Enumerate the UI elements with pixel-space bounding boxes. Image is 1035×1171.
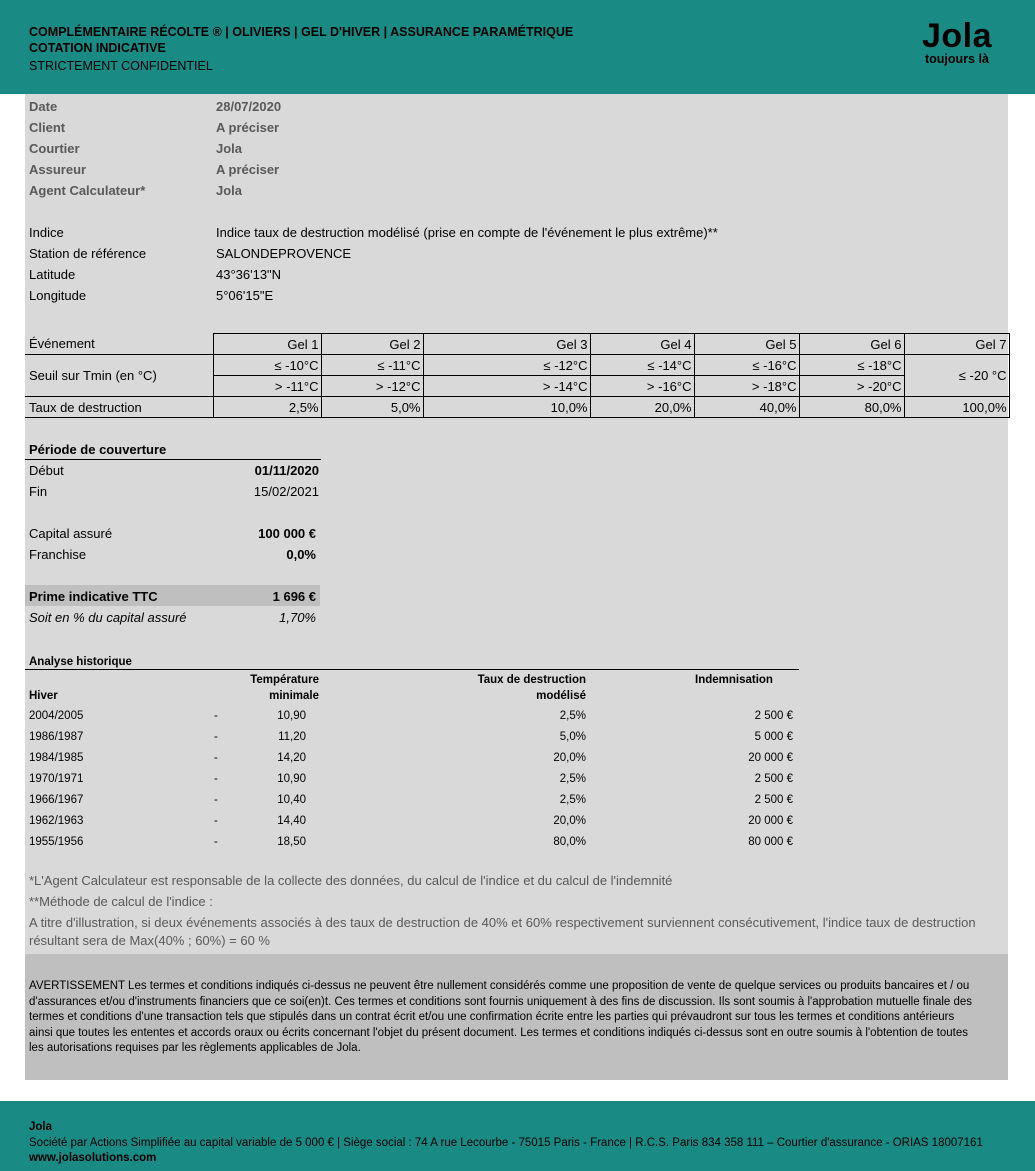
coverage-divider [25, 459, 321, 460]
coverage-end-value: 15/02/2021 [253, 484, 319, 499]
premium-value: 1 696 € [272, 589, 316, 604]
capital-label: Capital assuré [29, 526, 113, 541]
history-rate: 2,5% [559, 794, 586, 806]
threshold-upper-gel-2: ≤ -11°C [321, 355, 423, 376]
threshold-lower-gel-4: > -16°C [590, 376, 694, 397]
info-label-assureur: Assureur [29, 162, 87, 177]
history-divider [25, 669, 799, 670]
info-value-courtier: Jola [216, 141, 243, 156]
logo-tagline: toujours là [925, 52, 989, 66]
premium-label: Prime indicative TTC [29, 589, 158, 604]
coverage-title: Période de couverture [29, 442, 167, 457]
history-title: Analyse historique [29, 656, 132, 668]
coverage-start-value: 01/11/2020 [254, 463, 319, 478]
history-sign: - [214, 836, 218, 848]
history-indemn: 20 000 € [748, 815, 793, 827]
table-row [25, 334, 1009, 355]
info-value-assureur: A préciser [216, 162, 280, 177]
confidential-label: STRICTEMENT CONFIDENTIEL [29, 59, 213, 73]
history-indemn: 20 000 € [748, 752, 793, 764]
history-rate: 2,5% [559, 773, 586, 785]
history-temp: 10,90 [277, 773, 306, 785]
index-value: Indice taux de destruction modélisé (prise en compte de l'événement le plus extrême)** [216, 225, 718, 240]
longitude-value: 5°06'15"E [216, 288, 274, 303]
history-temp: 10,40 [277, 794, 306, 806]
table-row [25, 397, 1009, 418]
history-col-indemn: Indemnisation [695, 674, 773, 686]
threshold-lower-gel-6: > -20°C [799, 376, 904, 397]
note-method-title: **Méthode de calcul de l'indice : [29, 894, 213, 909]
info-value-agent: Jola [216, 183, 243, 198]
history-temp: 10,90 [277, 710, 306, 722]
threshold-upper-gel-1: ≤ -10°C [213, 355, 321, 376]
event-row-label: Événement [25, 334, 213, 355]
history-sign: - [214, 794, 218, 806]
history-rate: 80,0% [553, 836, 586, 848]
table-row [25, 355, 1009, 376]
history-col-winter: Hiver [29, 690, 58, 702]
history-temp: 11,20 [278, 731, 306, 743]
latitude-label: Latitude [29, 267, 76, 282]
event-name-gel-6: Gel 6 [799, 334, 904, 355]
history-indemn: 2 500 € [754, 794, 793, 806]
longitude-label: Longitude [29, 288, 87, 303]
document-title [29, 24, 573, 56]
threshold-lower-gel-3: > -14°C [423, 376, 590, 397]
title-line-1: COMPLÉMENTAIRE RÉCOLTE ® | OLIVIERS | GEL D'HIVER | ASSURANCE PARAMÉTRIQUE [29, 25, 574, 39]
event-name-gel-5: Gel 5 [694, 334, 799, 355]
rate-gel-4: 20,0% [590, 397, 694, 418]
event-table [25, 333, 1010, 418]
info-label-client: Client [29, 120, 66, 135]
coverage-end-label: Fin [29, 484, 48, 499]
history-indemn: 2 500 € [754, 773, 793, 785]
coverage-start-label: Début [29, 463, 64, 478]
info-value-client: A préciser [216, 120, 280, 135]
premium-pct-value: 1,70% [279, 610, 316, 625]
threshold-lower-gel-2: > -12°C [321, 376, 423, 397]
history-col-temp-1: Température [250, 674, 319, 686]
rate-gel-5: 40,0% [694, 397, 799, 418]
rate-gel-2: 5,0% [321, 397, 423, 418]
history-temp: 18,50 [277, 836, 306, 848]
rate-gel-7: 100,0% [904, 397, 1009, 418]
rate-gel-1: 2,5% [213, 397, 321, 418]
history-rate: 20,0% [553, 752, 586, 764]
deductible-label: Franchise [29, 547, 87, 562]
station-value: SALONDEPROVENCE [216, 246, 352, 261]
threshold-upper-gel-4: ≤ -14°C [590, 355, 694, 376]
event-name-gel-3: Gel 3 [423, 334, 590, 355]
history-winter: 1962/1963 [29, 815, 84, 827]
history-winter: 1970/1971 [29, 773, 84, 785]
event-name-gel-4: Gel 4 [590, 334, 694, 355]
history-col-temp-2: minimale [269, 690, 319, 702]
history-rate: 20,0% [553, 815, 586, 827]
footer-website-link[interactable]: www.jolasolutions.com [29, 1152, 157, 1164]
rate-gel-3: 10,0% [423, 397, 590, 418]
info-label-date: Date [29, 99, 58, 114]
footer-legal-line: Société par Actions Simplifiée au capital variable de 5 000 € | Siège social : 74 A rue Lecourbe - 75015 Paris - France | R.C.S. Paris 834 358 111 – Courtier d'assurance - ORIAS 18007161 [29, 1137, 983, 1149]
history-rate: 5,0% [559, 731, 586, 743]
info-label-courtier: Courtier [29, 141, 80, 156]
note-method-line-1: A titre d'illustration, si deux événements associés à des taux de destruction de 40% et 60% respectivement surviennent consécutivement, l'indice taux de destruction [29, 915, 976, 930]
history-indemn: 5 000 € [754, 731, 793, 743]
history-sign: - [214, 752, 218, 764]
footer-company-name: Jola [29, 1121, 53, 1133]
history-winter: 1986/1987 [29, 731, 84, 743]
threshold-gel-7: ≤ -20 °C [904, 355, 1009, 397]
history-sign: - [214, 815, 218, 827]
event-name-gel-2: Gel 2 [321, 334, 423, 355]
disclaimer-text: AVERTISSEMENT Les termes et conditions indiqués ci-dessus ne peuvent être nullement considérés comme une proposition de vente de quelque services ou produits bancaires et / ou d'assurances et/ou d'instruments financiers que ce soi(en)t. Ces termes et conditions sont fournis uniquement à des fins de discussion. Ils sont soumis à l'approbation mutuelle finale des termes et conditions d'une transaction tels que stipulés dans un contrat écrit et/ou une confirmation écrite entre les parties qui prévaudront sur tous les termes et conditions antérieurs ainsi que toutes les ententes et accords oraux ou écrits concernant l'objet du présent document. Les termes et conditions indiqués ci-dessus sont en outre soumis à l'obtention de toutes les autorisations requises par les règlements applicables de Jola. [29, 980, 973, 1054]
threshold-upper-gel-3: ≤ -12°C [423, 355, 590, 376]
threshold-upper-gel-5: ≤ -16°C [694, 355, 799, 376]
deductible-value: 0,0% [286, 547, 316, 562]
history-col-rate-2: modélisé [536, 690, 586, 702]
note-method-line-2: résultant sera de Max(40% ; 60%) = 60 % [29, 933, 270, 948]
history-sign: - [214, 731, 218, 743]
jola-logo: Jola [922, 17, 993, 55]
event-name-gel-7: Gel 7 [904, 334, 1009, 355]
title-line-2: COTATION INDICATIVE [29, 41, 166, 55]
rate-gel-6: 80,0% [799, 397, 904, 418]
history-winter: 1955/1956 [29, 836, 84, 848]
threshold-upper-gel-6: ≤ -18°C [799, 355, 904, 376]
history-indemn: 80 000 € [748, 836, 793, 848]
history-col-rate-1: Taux de destruction [477, 674, 586, 686]
index-label: Indice [29, 225, 64, 240]
premium-pct-label: Soit en % du capital assuré [29, 610, 187, 625]
history-indemn: 2 500 € [754, 710, 793, 722]
note-agent: *L'Agent Calculateur est responsable de la collecte des données, du calcul de l'indice et du calcul de l'indemnité [29, 873, 673, 888]
station-label: Station de référence [29, 246, 147, 261]
history-winter: 1966/1967 [29, 794, 84, 806]
history-rate: 2,5% [559, 710, 586, 722]
rate-row-label: Taux de destruction [25, 397, 213, 418]
history-sign: - [214, 710, 218, 722]
history-sign: - [214, 773, 218, 785]
threshold-lower-gel-1: > -11°C [213, 376, 321, 397]
info-label-agent: Agent Calculateur* [29, 183, 146, 198]
history-winter: 2004/2005 [29, 710, 84, 722]
history-temp: 14,20 [277, 752, 306, 764]
threshold-row-label: Seuil sur Tmin (en °C) [25, 355, 213, 397]
threshold-lower-gel-5: > -18°C [694, 376, 799, 397]
info-value-date: 28/07/2020 [216, 99, 282, 114]
latitude-value: 43°36'13"N [216, 267, 282, 282]
event-name-gel-1: Gel 1 [213, 334, 321, 355]
capital-value: 100 000 € [258, 526, 316, 541]
history-winter: 1984/1985 [29, 752, 84, 764]
history-temp: 14,40 [277, 815, 306, 827]
